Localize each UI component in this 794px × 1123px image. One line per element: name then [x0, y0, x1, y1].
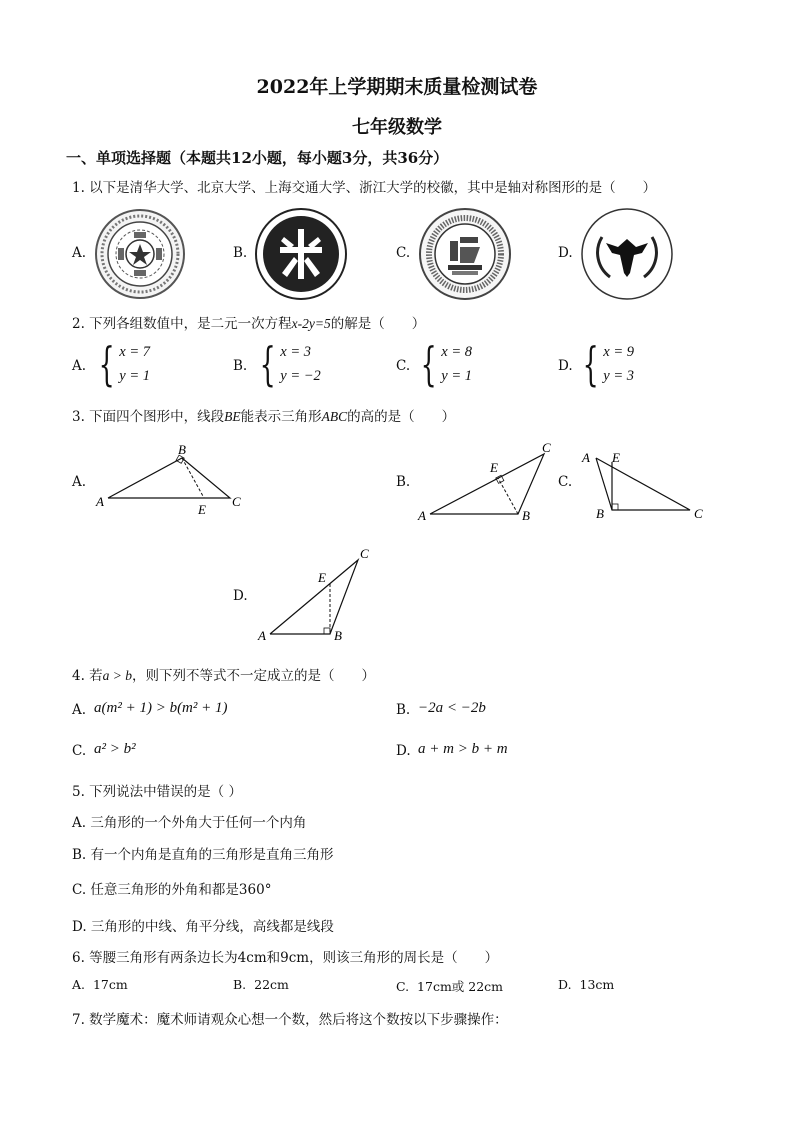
tsinghua-emblem-icon: [94, 208, 186, 300]
q3-figure-b: [414, 440, 564, 526]
zju-emblem-icon: [580, 207, 674, 301]
vertex-label: B: [522, 508, 530, 523]
vertex-label: C: [232, 494, 241, 509]
brace-icon: {: [420, 337, 437, 391]
vertex-label: E: [198, 502, 206, 517]
system-line: x = 3: [280, 344, 312, 360]
vertex-label: A: [258, 628, 266, 643]
q6-option-a-value: 17cm: [92, 977, 128, 992]
vertex-label: C: [694, 506, 703, 521]
system-line: y = 1: [441, 368, 473, 384]
q5-option-b: B. 有一个内角是直角的三角形是直角三角形: [72, 847, 334, 863]
vertex-label: C: [542, 440, 551, 455]
q6-option-c: [396, 977, 503, 995]
brace-icon: {: [98, 337, 115, 391]
q3-option-d-label: D.: [233, 588, 248, 604]
system-line: y = 3: [603, 368, 635, 384]
vertex-label: E: [490, 460, 498, 475]
q3-figure-a: [92, 440, 252, 520]
peking-emblem-icon: [254, 207, 348, 301]
question-6: 6. 等腰三角形有两条边长为4cm和9cm，则该三角形的周长是（ ）: [72, 950, 499, 966]
q6-option-c-value: 17cm或 22cm: [417, 979, 504, 994]
q3-triangle: ABC: [321, 409, 348, 424]
q2-option-c-system: [414, 337, 473, 391]
q3-text-pre: 3. 下面四个图形中，线段: [72, 409, 225, 425]
system-line: y = 1: [119, 368, 151, 384]
q6-option-a: [72, 977, 128, 992]
q6-option-b-label: B.: [233, 977, 247, 992]
q6-option-d: [558, 977, 614, 992]
q3-segment: BE: [224, 409, 241, 424]
q6-option-d-label: D.: [558, 977, 572, 992]
q4-option-d-label: D.: [396, 743, 411, 759]
q4-option-a-expr: a(m² + 1) > b(m² + 1): [94, 700, 228, 716]
vertex-label: A: [582, 450, 590, 465]
q2-option-d-label: D.: [558, 358, 573, 374]
question-7: 7. 数学魔术：魔术师请观众心想一个数，然后将这个数按以下步骤操作：: [72, 1012, 508, 1028]
q1-option-a-label: A.: [72, 245, 87, 261]
vertex-label: E: [612, 450, 620, 465]
vertex-label: B: [334, 628, 342, 643]
system-line: x = 7: [119, 344, 151, 360]
q4-text-post: ，则下列不等式不一定成立的是（ ）: [132, 668, 376, 684]
q1-option-c-label: C.: [396, 245, 411, 261]
q4-condition: a > b: [102, 668, 133, 683]
q4-option-c-label: C.: [72, 743, 87, 759]
q2-text-post: 的解是（ ）: [330, 316, 426, 332]
exam-subtitle: 七年级数学: [352, 117, 442, 138]
exam-title: 2022年上学期期末质量检测试卷: [256, 76, 538, 98]
q3-option-b-label: B.: [396, 474, 411, 490]
q4-option-b-label: B.: [396, 702, 411, 718]
system-line: x = 8: [441, 344, 473, 360]
q5-option-d: D. 三角形的中线、角平分线，高线都是线段: [72, 919, 334, 935]
q5-option-a: A. 三角形的一个外角大于任何一个内角: [72, 815, 307, 831]
question-1: 1. 以下是清华大学、北京大学、上海交通大学、浙江大学的校徽，其中是轴对称图形的是（ ）: [72, 180, 657, 196]
q2-option-b-system: [253, 337, 321, 391]
system-line: y = −2: [280, 368, 321, 384]
q2-text-pre: 2. 下列各组数值中，是二元一次方程: [72, 316, 292, 332]
vertex-label: E: [318, 570, 326, 585]
q2-equation: x-2y=5: [291, 316, 331, 331]
question-4: [72, 664, 375, 684]
q6-option-a-label: A.: [72, 977, 86, 992]
q3-text-mid: 能表示三角形: [240, 409, 322, 425]
vertex-label: A: [418, 508, 426, 523]
q3-text-post: 的高的是（ ）: [347, 409, 456, 425]
sjtu-emblem-icon: [418, 207, 512, 301]
q2-option-c-label: C.: [396, 358, 411, 374]
q3-figure-d: [254, 544, 384, 644]
vertex-label: B: [596, 506, 604, 521]
q4-option-c-expr: a² > b²: [94, 741, 136, 757]
q6-option-b: [233, 977, 289, 992]
q3-figure-c: [576, 448, 716, 524]
vertex-label: A: [96, 494, 104, 509]
vertex-label: B: [178, 442, 186, 457]
q4-option-a-label: A.: [72, 702, 87, 718]
q6-option-b-value: 22cm: [254, 977, 289, 992]
question-5: 5. 下列说法中错误的是（ ）: [72, 784, 242, 800]
q5-option-c: C. 任意三角形的外角和都是360°: [72, 882, 272, 898]
q1-option-b-label: B.: [233, 245, 248, 261]
q2-option-d-system: [576, 337, 635, 391]
q6-option-c-label: C.: [396, 979, 410, 994]
system-line: x = 9: [603, 344, 635, 360]
q3-option-c-label: C.: [558, 474, 573, 490]
q4-text-pre: 4. 若: [72, 668, 103, 684]
q4-option-d-expr: a + m > b + m: [418, 741, 508, 757]
q2-option-b-label: B.: [233, 358, 248, 374]
q6-option-d-value: 13cm: [579, 977, 615, 992]
question-2: [72, 312, 425, 332]
q4-option-b-expr: −2a < −2b: [418, 700, 486, 716]
q1-option-d-label: D.: [558, 245, 573, 261]
section-heading: 一、单项选择题（本题共12小题，每小题3分，共36分）: [66, 149, 449, 167]
q3-option-a-label: A.: [72, 474, 87, 490]
q2-option-a-system: [92, 337, 151, 391]
vertex-label: C: [360, 546, 369, 561]
question-3: [72, 405, 455, 425]
brace-icon: {: [582, 337, 599, 391]
brace-icon: {: [259, 337, 276, 391]
q2-option-a-label: A.: [72, 358, 87, 374]
